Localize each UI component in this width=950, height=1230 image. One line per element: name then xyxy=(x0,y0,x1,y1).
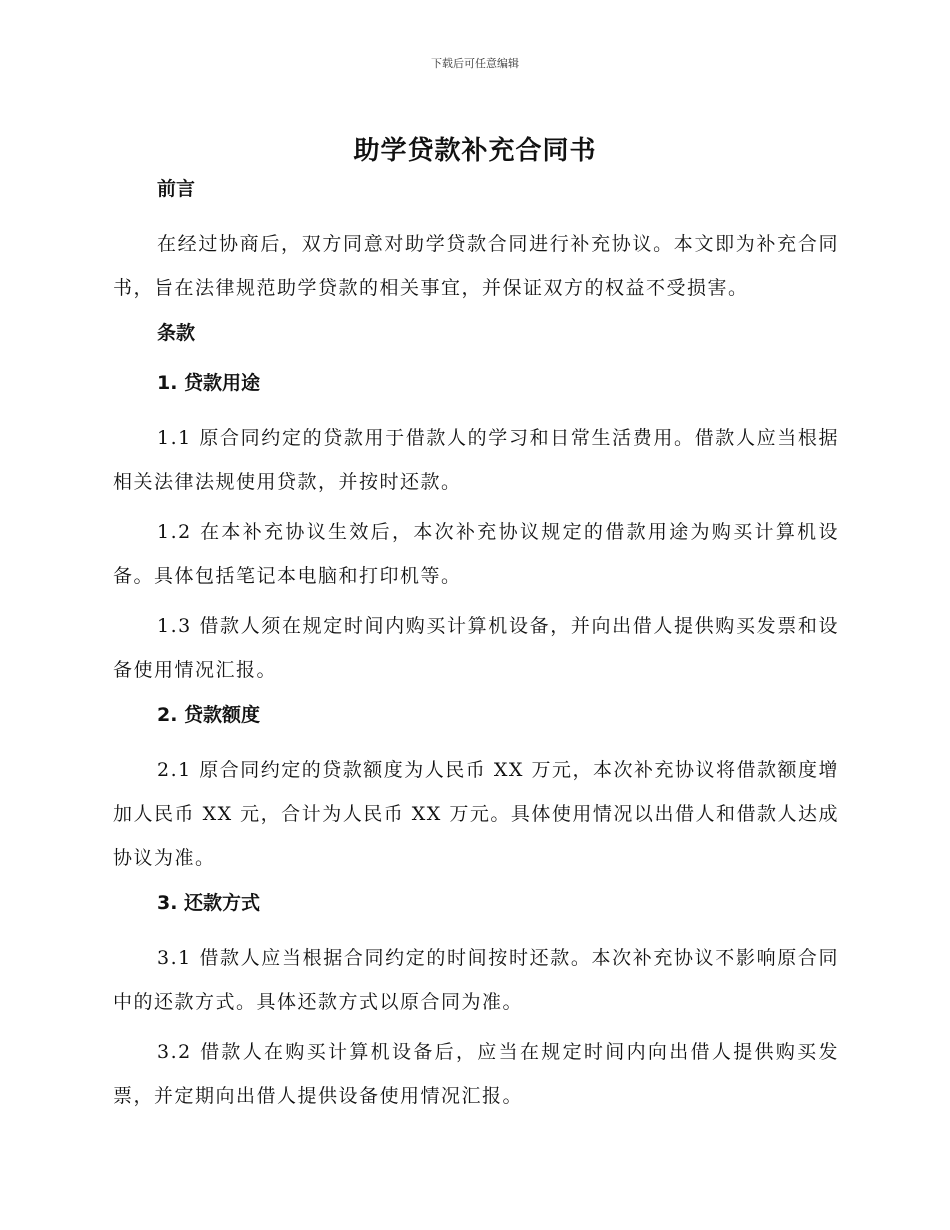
paragraph-1-1: 1.1 原合同约定的贷款用于借款人的学习和日常生活费用。借款人应当根据相关法律法规使用贷款，并按时还款。 xyxy=(113,427,839,493)
document-body xyxy=(113,172,839,1124)
page-header-note: 下载后可任意编辑 xyxy=(431,57,519,70)
paragraph-3-1: 3.1 借款人应当根据合同约定的时间按时还款。本次补充协议不影响原合同中的还款方式。具体还款方式以原合同为准。 xyxy=(113,947,839,1013)
paragraph-1-2: 1.2 在本补充协议生效后，本次补充协议规定的借款用途为购买计算机设备。具体包括笔记本电脑和打印机等。 xyxy=(113,521,839,587)
document-title: 助学贷款补充合同书 xyxy=(353,136,597,166)
paragraph-preface: 在经过协商后，双方同意对助学贷款合同进行补充协议。本文即为补充合同书，旨在法律规范助学贷款的相关事宜，并保证双方的权益不受损害。 xyxy=(113,233,839,299)
section-heading-preface: 前言 xyxy=(157,178,196,200)
paragraph-2-1: 2.1 原合同约定的贷款额度为人民币 XX 万元，本次补充协议将借款额度增加人民币 XX 元，合计为人民币 XX 万元。具体使用情况以出借人和借款人达成协议为准。 xyxy=(113,759,839,869)
paragraph-3-2: 3.2 借款人在购买计算机设备后，应当在规定时间内向出借人提供购买发票，并定期向出借人提供设备使用情况汇报。 xyxy=(113,1041,839,1107)
section-heading-repayment: 3. 还款方式 xyxy=(157,892,261,914)
paragraph-1-3: 1.3 借款人须在规定时间内购买计算机设备，并向出借人提供购买发票和设备使用情况汇报。 xyxy=(113,615,839,681)
section-heading-loan-amount: 2. 贷款额度 xyxy=(157,704,261,726)
section-heading-clauses: 条款 xyxy=(157,322,196,344)
section-heading-loan-purpose: 1. 贷款用途 xyxy=(157,372,261,394)
